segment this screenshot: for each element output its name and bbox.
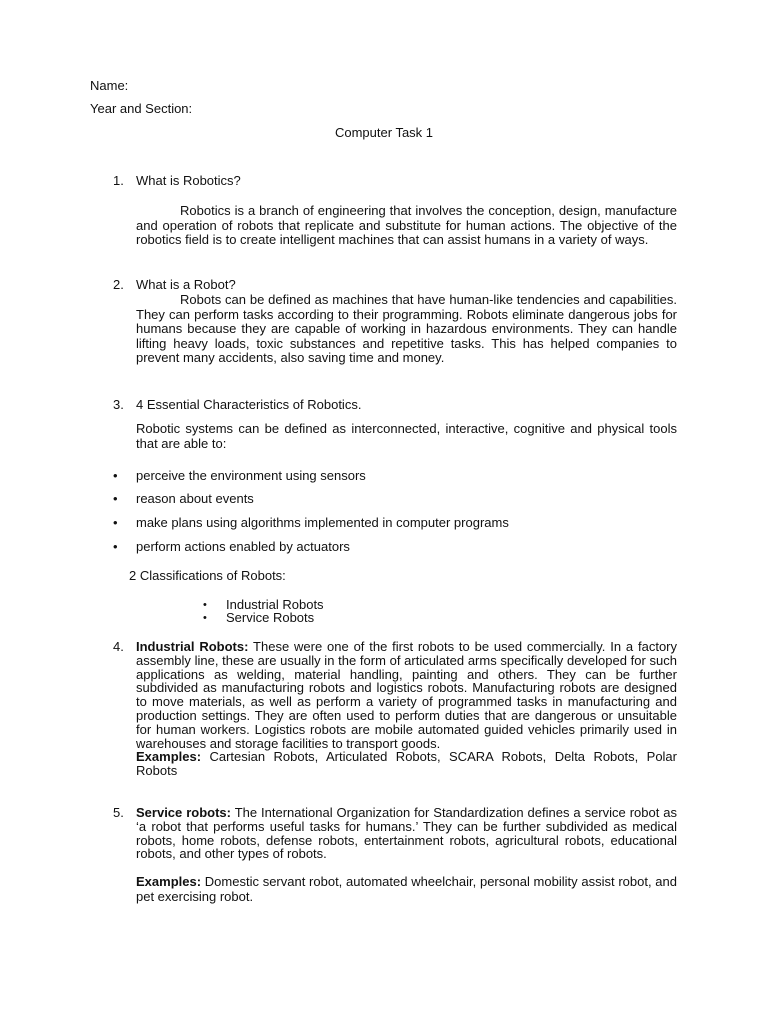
bullet-text: make plans using algorithms implemented in computer programs: [136, 515, 509, 530]
q5-examples-text: Domestic servant robot, automated wheelchair, personal mobility assist robot, and pet exercising robot.: [136, 874, 677, 904]
bullet-icon: •: [113, 468, 118, 483]
bullet-text: reason about events: [136, 491, 254, 506]
q3-intro: Robotic systems can be defined as interconnected, interactive, cognitive and physical tools that are able to:: [136, 421, 677, 451]
q1-number: 1.: [113, 173, 124, 188]
classification-text: Industrial Robots: [226, 597, 324, 612]
bullet-icon: •: [113, 539, 118, 554]
q5-number: 5.: [113, 805, 124, 820]
bullet-icon: •: [203, 612, 207, 624]
q5-body: [136, 806, 677, 861]
bullet-icon: •: [113, 491, 118, 506]
q5-examples-label: Examples:: [136, 874, 202, 889]
q5-term: Service robots:: [136, 805, 231, 820]
q4-definition: These were one of the first robots to be used commercially. In a factory assembly line, these are usually in the form of articulated arms specifically developed for such applications as welding, material handling, painting and others. They can be further subdivided as manufacturing robots and logistics robots. Manufacturing robots are designed to move materials, as well as perform a variety of programmed tasks in manufacturing and production settings. They are often used to perform duties that are dangerous or unsuitable for human workers. Logistics robots are mobile automated guided vehicles primarily used in warehouses and storage facilities to transport goods.: [136, 639, 677, 751]
q3-number: 3.: [113, 397, 124, 412]
bullet-icon: •: [113, 515, 118, 530]
q4-term: Industrial Robots:: [136, 639, 249, 654]
q3-question: 4 Essential Characteristics of Robotics.: [136, 397, 362, 412]
bullet-text: perform actions enabled by actuators: [136, 539, 350, 554]
q2-number: 2.: [113, 277, 124, 292]
bullet-text: perceive the environment using sensors: [136, 468, 366, 483]
page-title: Computer Task 1: [334, 125, 434, 140]
q4-body: [136, 640, 677, 778]
name-label: Name:: [90, 78, 129, 93]
bullet-icon: •: [203, 599, 207, 611]
q1-question: What is Robotics?: [136, 173, 241, 188]
year-section-label: Year and Section:: [90, 101, 193, 116]
q2-answer: Robots can be defined as machines that have human-like tendencies and capabilities. They can perform tasks according to their programming. Robots eliminate dangerous jobs for humans because they are capable of working in hazardous environments. They can handle lifting heavy loads, toxic substances and repetitive tasks. This has helped companies to prevent many accidents, also saving time and money.: [136, 292, 677, 366]
q4-examples-label: Examples:: [136, 749, 202, 765]
q5-definition: The International Organization for Standardization defines a service robot as ‘a robot that performs useful tasks for humans.’ They can be further subdivided as medical robots, home robots, defense robots, entertainment robots, agricultural robots, educational robots, and other types of robots.: [136, 805, 677, 862]
classifications-heading: 2 Classifications of Robots:: [129, 568, 286, 583]
q1-answer: Robotics is a branch of engineering that involves the conception, design, manufacture and operation of robots that replicate and substitute for human actions. The objective of the robotics field is to create intelligent machines that can assist humans in a variety of ways.: [136, 203, 677, 248]
q2-question: What is a Robot?: [136, 277, 236, 292]
classification-text: Service Robots: [226, 610, 315, 625]
q5-examples: [136, 875, 677, 904]
q4-examples-text: Cartesian Robots, Articulated Robots, SCARA Robots, Delta Robots, Polar Robots: [136, 749, 677, 779]
q4-number: 4.: [113, 639, 124, 654]
